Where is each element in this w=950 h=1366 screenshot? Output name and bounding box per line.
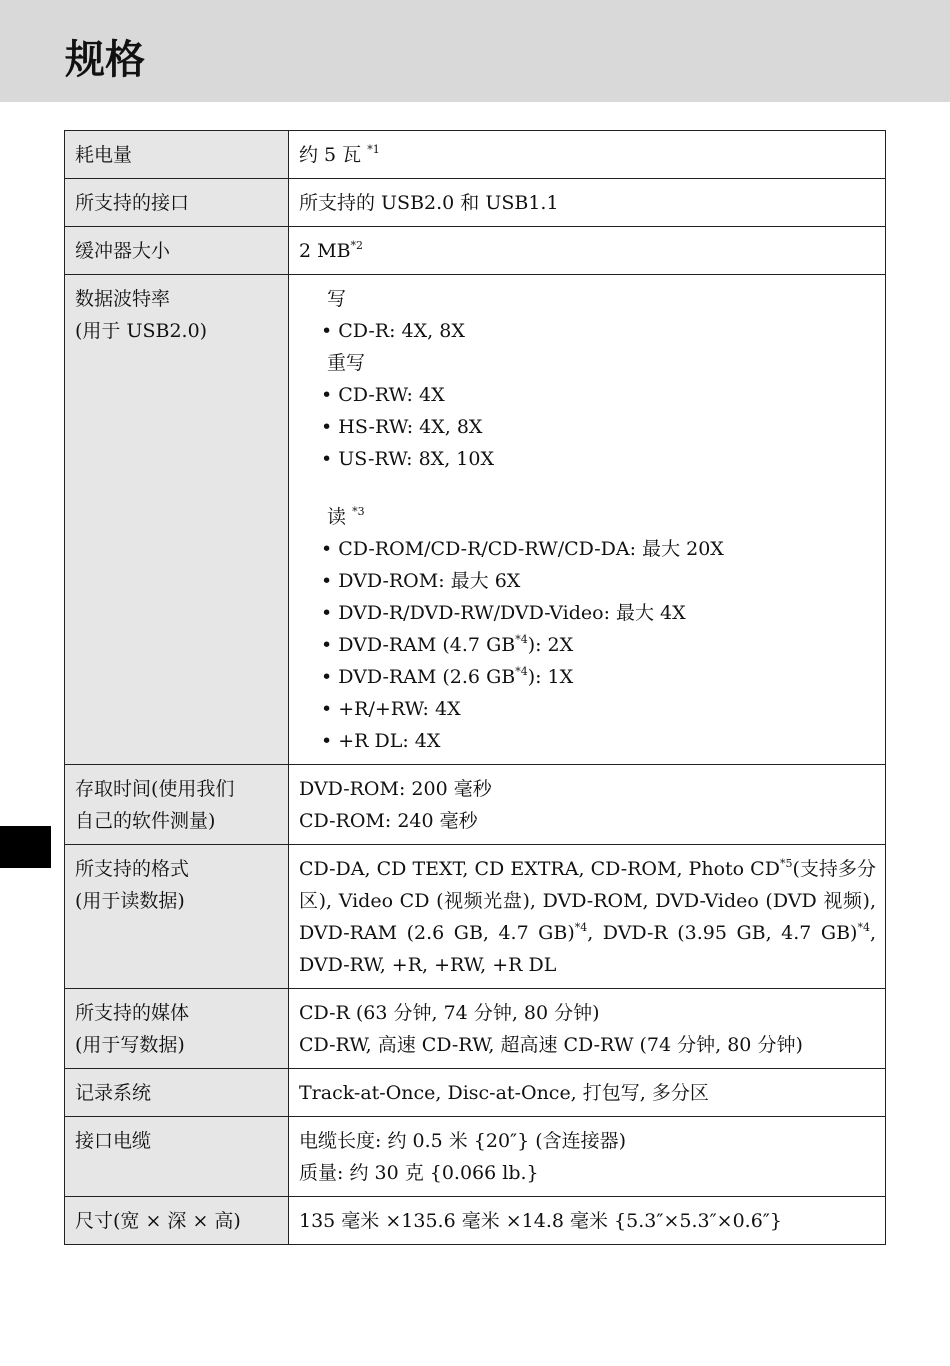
label-line: 数据波特率 bbox=[75, 288, 171, 310]
footnote-ref: *2 bbox=[350, 239, 364, 252]
table-row-recording bbox=[65, 1069, 886, 1117]
footnote-ref: *4 bbox=[574, 921, 588, 934]
item-text: • DVD-RAM (2.6 GB bbox=[321, 666, 516, 688]
row-label: 缓冲器大小 bbox=[65, 227, 289, 275]
row-label: 记录系统 bbox=[65, 1069, 289, 1117]
value-line: DVD-ROM: 200 毫秒 bbox=[299, 778, 492, 800]
row-label bbox=[65, 845, 289, 989]
label-line: 所支持的媒体 bbox=[75, 1002, 190, 1024]
value-line: CD-R (63 分钟, 74 分钟, 80 分钟) bbox=[299, 1002, 600, 1024]
label-line: (用于写数据) bbox=[75, 1034, 185, 1056]
formats-text: (支持多分区), Video CD (视频光盘), DVD-ROM, DVD-Video (DVD 视频), DVD-RAM (2.6 GB, 4.7 GB) bbox=[299, 858, 876, 944]
item-text: ): 2X bbox=[527, 634, 574, 656]
table-row-formats bbox=[65, 845, 886, 989]
row-value bbox=[289, 227, 886, 275]
list-item bbox=[301, 661, 876, 693]
footnote-ref: *4 bbox=[515, 633, 528, 646]
row-value: 135 毫米 ×135.6 毫米 ×14.8 毫米 {5.3″×5.3″×0.6″} bbox=[289, 1197, 886, 1245]
list-item: • HS-RW: 4X, 8X bbox=[321, 416, 483, 438]
spacer bbox=[301, 475, 876, 501]
power-value: 约 5 瓦 bbox=[299, 144, 362, 166]
label-line: 存取时间(使用我们 bbox=[75, 778, 235, 800]
list-item: • CD-R: 4X, 8X bbox=[321, 320, 465, 342]
item-text: • DVD-RAM (4.7 GB bbox=[321, 634, 516, 656]
table-row-data-rate bbox=[65, 275, 886, 765]
row-label bbox=[65, 765, 289, 845]
row-label bbox=[65, 275, 289, 765]
formats-text: CD-DA, CD TEXT, CD EXTRA, CD-ROM, Photo CD bbox=[299, 858, 780, 880]
row-label: 所支持的接口 bbox=[65, 179, 289, 227]
table-row-media bbox=[65, 989, 886, 1069]
value-line: CD-RW, 高速 CD-RW, 超高速 CD-RW (74 分钟, 80 分钟) bbox=[299, 1034, 803, 1056]
row-label bbox=[65, 989, 289, 1069]
label-line: 所支持的格式 bbox=[75, 858, 190, 880]
footnote-ref: *5 bbox=[779, 857, 793, 870]
spec-table bbox=[64, 130, 886, 1245]
formats-text: , DVD-RW, +R, +RW, +R DL bbox=[299, 922, 877, 976]
row-value: Track-at-Once, Disc-at-Once, 打包写, 多分区 bbox=[289, 1069, 886, 1117]
row-label: 接口电缆 bbox=[65, 1117, 289, 1197]
table-row-cable bbox=[65, 1117, 886, 1197]
footnote-ref: *4 bbox=[515, 665, 528, 678]
buffer-value: 2 MB bbox=[299, 240, 351, 262]
value-line: 质量: 约 30 克 {0.066 lb.} bbox=[299, 1162, 539, 1184]
list-item: • +R DL: 4X bbox=[321, 730, 441, 752]
formats-text: , DVD-R (3.95 GB, 4.7 GB) bbox=[587, 922, 858, 944]
row-value: 所支持的 USB2.0 和 USB1.1 bbox=[289, 179, 886, 227]
row-label: 耗电量 bbox=[65, 131, 289, 179]
value-line: 电缆长度: 约 0.5 米 {20″} (含连接器) bbox=[299, 1130, 627, 1152]
table-row-buffer bbox=[65, 227, 886, 275]
section-tab-marker bbox=[0, 826, 51, 868]
row-value bbox=[289, 845, 886, 989]
list-item: • US-RW: 8X, 10X bbox=[321, 448, 494, 470]
footnote-ref: *3 bbox=[352, 505, 365, 518]
page-title: 规格 bbox=[65, 37, 145, 83]
row-value bbox=[289, 131, 886, 179]
table-row-dimensions bbox=[65, 1197, 886, 1245]
list-item: • CD-RW: 4X bbox=[321, 384, 445, 406]
value-line: CD-ROM: 240 毫秒 bbox=[299, 810, 478, 832]
list-item: • DVD-R/DVD-RW/DVD-Video: 最大 4X bbox=[321, 602, 686, 624]
row-value bbox=[289, 989, 886, 1069]
footnote-ref: *4 bbox=[857, 921, 870, 934]
label-line: (用于 USB2.0) bbox=[75, 320, 208, 342]
list-item bbox=[301, 629, 876, 661]
row-value bbox=[289, 765, 886, 845]
list-item: • DVD-ROM: 最大 6X bbox=[321, 570, 521, 592]
table-row-power bbox=[65, 131, 886, 179]
write-heading: 写 bbox=[327, 288, 347, 310]
read-heading bbox=[301, 501, 876, 533]
row-label: 尺寸(宽 × 深 × 高) bbox=[65, 1197, 289, 1245]
label-line: 自己的软件测量) bbox=[75, 810, 216, 832]
footnote-ref: *1 bbox=[367, 143, 380, 156]
list-item: • CD-ROM/CD-R/CD-RW/CD-DA: 最大 20X bbox=[321, 538, 724, 560]
rewrite-heading: 重写 bbox=[327, 352, 366, 374]
item-text: ): 1X bbox=[527, 666, 574, 688]
row-value bbox=[289, 1117, 886, 1197]
list-item: • +R/+RW: 4X bbox=[321, 698, 461, 720]
table-row-interface bbox=[65, 179, 886, 227]
read-heading-text: 读 bbox=[327, 506, 347, 528]
table-row-access-time bbox=[65, 765, 886, 845]
label-line: (用于读数据) bbox=[75, 890, 185, 912]
row-value bbox=[289, 275, 886, 765]
